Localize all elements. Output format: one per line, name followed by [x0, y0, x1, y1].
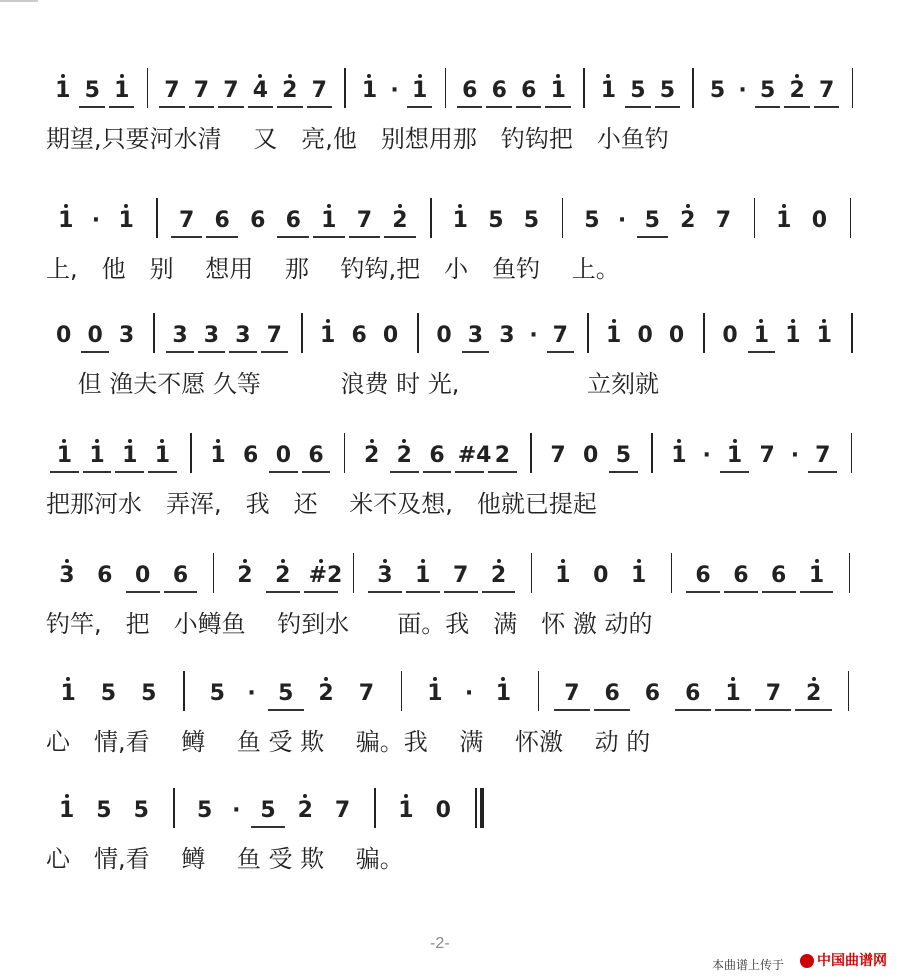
note: 6	[97, 563, 113, 588]
page-number: -2-	[430, 935, 450, 952]
barline	[374, 788, 376, 828]
high-octave-dot	[686, 204, 690, 208]
eighth-underline	[462, 351, 489, 353]
final-barline-thick	[480, 788, 484, 828]
eighth-underline	[148, 471, 177, 473]
dot-augmentation: ·	[247, 681, 256, 706]
eighth-underline	[206, 236, 238, 238]
note: 5	[644, 208, 660, 233]
note: 2	[805, 681, 822, 706]
note: 2	[396, 443, 412, 468]
note: 6	[462, 78, 478, 103]
note: 1	[550, 78, 566, 103]
note: 3	[172, 323, 188, 348]
eighth-underline	[83, 471, 112, 473]
note: 5	[488, 208, 504, 233]
note: 7	[358, 681, 374, 706]
eighth-underline	[171, 236, 203, 238]
note: 6	[243, 443, 259, 468]
note: 7	[550, 443, 566, 468]
barline	[562, 198, 564, 238]
eighth-underline	[407, 106, 432, 108]
note: 1	[321, 208, 337, 233]
note: 1	[452, 208, 468, 233]
eighth-underline	[384, 236, 416, 238]
note: 7	[311, 78, 327, 103]
eighth-underline	[251, 826, 284, 828]
high-octave-dot	[637, 559, 641, 563]
eighth-underline	[109, 106, 134, 108]
barline	[849, 553, 851, 593]
high-octave-dot	[421, 559, 425, 563]
note: 0	[583, 443, 599, 468]
high-octave-dot	[433, 677, 437, 681]
note: 1	[411, 78, 428, 103]
high-octave-dot	[326, 319, 330, 323]
barline	[671, 553, 673, 593]
lyrics-line: 把那河水 弄浑, 我 还 米不及想, 他就已提起	[46, 490, 597, 518]
barline	[754, 198, 756, 238]
dot-augmentation: ·	[390, 78, 399, 103]
eighth-underline	[126, 591, 160, 593]
note: 7	[552, 323, 568, 348]
eighth-underline	[79, 106, 104, 108]
eighth-underline	[81, 351, 108, 353]
eighth-underline	[455, 471, 484, 473]
lyrics-line: 上, 他 别 想用 那 钓钩,把 小 鱼钓 上。	[46, 255, 620, 283]
note: 6	[733, 563, 749, 588]
barline	[153, 313, 155, 353]
eighth-underline	[277, 106, 302, 108]
barline	[417, 313, 419, 353]
barline	[301, 313, 303, 353]
note: 1	[56, 443, 72, 468]
note: 6	[491, 78, 507, 103]
note: 2	[392, 208, 408, 233]
note: 1	[361, 78, 378, 103]
note: 1	[726, 443, 743, 468]
high-octave-dot	[815, 559, 819, 563]
eighth-underline	[755, 106, 780, 108]
dot-augmentation: ·	[232, 798, 241, 823]
note: 5	[96, 798, 112, 823]
high-octave-dot	[288, 74, 292, 78]
eighth-underline	[261, 351, 288, 353]
note: 2	[490, 563, 507, 588]
high-octave-dot	[383, 559, 387, 563]
eighth-underline	[720, 471, 749, 473]
note: 7	[178, 208, 195, 233]
note: 0	[382, 323, 399, 348]
eighth-underline	[637, 236, 669, 238]
eighth-underline	[715, 709, 751, 711]
barline	[430, 198, 432, 238]
high-octave-dot	[677, 439, 681, 443]
note: 1	[816, 323, 832, 348]
note: 5	[209, 681, 225, 706]
note: 5	[584, 208, 600, 233]
lyrics-line: 心 情,看 鳟 鱼 受 欺 骗。我 满 怀激 动 的	[46, 728, 651, 756]
eighth-underline	[189, 106, 214, 108]
note: 3	[235, 323, 251, 348]
note: 2	[297, 798, 313, 823]
note: 2	[237, 563, 253, 588]
eighth-underline	[554, 709, 590, 711]
note: 1	[808, 563, 825, 588]
note: 1	[114, 78, 130, 103]
eighth-underline	[248, 106, 273, 108]
high-octave-dot	[791, 319, 795, 323]
eighth-underline	[755, 709, 791, 711]
note: 7	[815, 443, 831, 468]
eighth-underline	[795, 709, 831, 711]
note: 0	[134, 563, 151, 588]
note: 7	[453, 563, 469, 588]
eighth-underline	[486, 106, 511, 108]
dot-augmentation: ·	[702, 443, 711, 468]
eighth-underline	[164, 591, 198, 593]
note: 7	[164, 78, 180, 103]
note: 1	[753, 323, 770, 348]
eighth-underline	[166, 351, 193, 353]
note: #2	[308, 563, 343, 588]
note: 0	[637, 323, 653, 348]
eighth-underline	[547, 351, 574, 353]
high-octave-dot	[418, 74, 422, 78]
high-octave-dot	[64, 204, 68, 208]
note: 5	[84, 78, 100, 103]
barline	[851, 313, 853, 353]
barline	[401, 671, 403, 711]
barline	[531, 553, 533, 593]
note: 5	[100, 681, 117, 706]
barline	[213, 553, 215, 593]
dot-augmentation: ·	[617, 208, 627, 233]
high-octave-dot	[216, 439, 220, 443]
note: 1	[776, 208, 792, 233]
note: 0	[275, 443, 292, 468]
note: 1	[154, 443, 171, 468]
note: 6	[351, 323, 367, 348]
note: 1	[600, 78, 617, 103]
eighth-underline	[277, 236, 309, 238]
eighth-underline	[808, 471, 837, 473]
eighth-underline	[50, 471, 79, 473]
note: 1	[320, 323, 336, 348]
note: 6	[285, 208, 301, 233]
barline	[848, 671, 850, 711]
barline	[852, 68, 854, 108]
note: 6	[429, 443, 445, 468]
note: 3	[118, 323, 135, 348]
eighth-underline	[609, 471, 638, 473]
high-octave-dot	[782, 204, 786, 208]
note: 4	[252, 78, 268, 103]
dot-augmentation: ·	[91, 208, 101, 233]
eighth-underline	[800, 591, 834, 593]
dot-augmentation: ·	[464, 681, 474, 706]
barline	[703, 313, 705, 353]
eighth-underline	[724, 591, 758, 593]
barline	[850, 198, 852, 238]
high-octave-dot	[65, 794, 69, 798]
eighth-underline	[482, 591, 516, 593]
dot-augmentation: ·	[529, 323, 538, 348]
dot-augmentation: ·	[790, 443, 800, 468]
high-octave-dot	[128, 439, 132, 443]
eighth-underline	[814, 106, 839, 108]
note: 7	[715, 208, 732, 233]
eighth-underline	[655, 106, 680, 108]
note: 1	[118, 208, 134, 233]
barline	[651, 433, 653, 473]
note: 3	[59, 563, 75, 588]
high-octave-dot	[65, 559, 69, 563]
note: 7	[759, 443, 775, 468]
note: 0	[593, 563, 609, 588]
eighth-underline	[594, 709, 630, 711]
note: 1	[210, 443, 226, 468]
eighth-underline	[218, 106, 243, 108]
note: 5	[196, 798, 213, 823]
eighth-underline	[457, 106, 482, 108]
note: 7	[266, 323, 282, 348]
note: 6	[644, 681, 661, 706]
final-barline	[475, 788, 477, 828]
music-logo-icon	[800, 954, 814, 968]
note: 1	[55, 78, 71, 103]
eighth-underline	[269, 471, 298, 473]
high-octave-dot	[327, 204, 331, 208]
high-octave-dot	[733, 439, 737, 443]
eighth-underline	[159, 106, 184, 108]
high-octave-dot	[612, 319, 616, 323]
note: 7	[818, 78, 835, 103]
note: 1	[725, 681, 741, 706]
eighth-underline	[762, 591, 796, 593]
note: 1	[60, 681, 76, 706]
high-octave-dot	[812, 677, 816, 681]
note: 0	[668, 323, 685, 348]
lyrics-line: 但 渔夫不愿 久等 浪费 时 光, 立刻就	[46, 370, 660, 398]
barline	[583, 68, 585, 108]
eighth-underline	[266, 591, 300, 593]
note: 6	[172, 563, 189, 588]
lyrics-line: 钓竿, 把 小鳟鱼 钓到水 面。我 满 怀 激 动的	[46, 610, 653, 638]
note: 0	[56, 323, 72, 348]
note: 7	[356, 208, 372, 233]
eighth-underline	[368, 591, 402, 593]
barline	[190, 433, 192, 473]
note: 5	[260, 798, 276, 823]
note: 1	[671, 443, 687, 468]
eighth-underline	[784, 106, 809, 108]
high-octave-dot	[561, 559, 565, 563]
footer-upload-note: 本曲谱上传于	[712, 958, 785, 972]
note: 5	[759, 78, 776, 103]
high-octave-dot	[497, 559, 501, 563]
lyrics-line: 心 情,看 鳟 鱼 受 欺 骗。	[46, 845, 404, 873]
footer-site-logo	[800, 950, 887, 970]
note: 3	[377, 563, 393, 588]
barline	[445, 68, 447, 108]
note: 3	[499, 323, 515, 348]
note: 7	[564, 681, 580, 706]
note: 7	[765, 681, 781, 706]
barline	[851, 433, 853, 473]
barline	[147, 68, 149, 108]
barline	[183, 671, 185, 711]
high-octave-dot	[120, 74, 124, 78]
note: 5	[278, 681, 294, 706]
footer-logo-text: 中国曲谱网	[817, 953, 887, 969]
note: 1	[58, 798, 75, 823]
barline	[156, 198, 158, 238]
eighth-underline	[748, 351, 775, 353]
note: 2	[318, 681, 334, 706]
eighth-underline	[304, 591, 338, 593]
barline	[344, 68, 346, 108]
barline	[692, 68, 694, 108]
note: 6	[308, 443, 324, 468]
note: 2	[494, 443, 511, 468]
eighth-underline	[349, 236, 381, 238]
eighth-underline	[115, 471, 144, 473]
note: 1	[555, 563, 571, 588]
eighth-underline	[545, 106, 570, 108]
high-octave-dot	[95, 439, 99, 443]
note: 7	[334, 798, 351, 823]
note: 1	[122, 443, 138, 468]
note: 5	[659, 78, 675, 103]
note: 1	[415, 563, 431, 588]
note: 1	[495, 681, 511, 706]
eighth-underline	[198, 351, 225, 353]
high-octave-dot	[319, 559, 323, 563]
note: 0	[436, 323, 452, 348]
eighth-underline	[423, 471, 452, 473]
note: 2	[680, 208, 696, 233]
note: 5	[630, 78, 646, 103]
high-octave-dot	[370, 439, 374, 443]
high-octave-dot	[398, 204, 402, 208]
note: 5	[133, 798, 149, 823]
note: 5	[615, 443, 631, 468]
note: 7	[193, 78, 210, 103]
note: 0	[722, 323, 738, 348]
eighth-underline	[302, 471, 331, 473]
eighth-underline	[390, 471, 419, 473]
eighth-underline	[686, 591, 720, 593]
note: 2	[282, 78, 298, 103]
note: 6	[521, 78, 537, 103]
eighth-underline	[406, 591, 440, 593]
note: 6	[214, 208, 230, 233]
note: 1	[630, 563, 647, 588]
note: 5	[141, 681, 157, 706]
eighth-underline	[488, 471, 517, 473]
high-octave-dot	[281, 559, 285, 563]
note: 1	[398, 798, 414, 823]
note: 6	[771, 563, 787, 588]
note: 1	[785, 323, 801, 348]
note: 0	[811, 208, 827, 233]
note: 6	[685, 681, 701, 706]
eighth-underline	[307, 106, 332, 108]
note: 6	[604, 681, 620, 706]
note: 1	[606, 323, 622, 348]
note: 1	[58, 208, 74, 233]
eighth-underline	[229, 351, 256, 353]
note: 1	[427, 681, 443, 706]
eighth-underline	[675, 709, 711, 711]
note: 2	[789, 78, 805, 103]
eighth-underline	[625, 106, 650, 108]
note: 5	[523, 208, 540, 233]
note: 5	[709, 78, 726, 103]
eighth-underline	[516, 106, 541, 108]
lyrics-line: 期望,只要河水清 又 亮,他 别想用那 钓钩把 小鱼钓	[46, 125, 669, 153]
note: 6	[250, 208, 266, 233]
high-octave-dot	[243, 559, 247, 563]
note: 1	[89, 443, 105, 468]
eighth-underline	[313, 236, 345, 238]
high-octave-dot	[61, 74, 65, 78]
barline	[353, 553, 355, 593]
note: 2	[363, 443, 380, 468]
note: 3	[467, 323, 484, 348]
note: 6	[695, 563, 711, 588]
note: 0	[87, 323, 103, 348]
eighth-underline	[444, 591, 478, 593]
eighth-underline	[268, 709, 304, 711]
barline	[344, 433, 346, 473]
note: #4	[457, 443, 492, 468]
high-octave-dot	[404, 794, 408, 798]
barline	[538, 671, 540, 711]
barline	[587, 313, 589, 353]
note: 2	[275, 563, 291, 588]
note: 7	[223, 78, 239, 103]
note: 0	[435, 798, 451, 823]
barline	[530, 433, 532, 473]
barline	[173, 788, 175, 828]
dot-augmentation: ·	[738, 78, 747, 103]
note: 3	[203, 323, 220, 348]
